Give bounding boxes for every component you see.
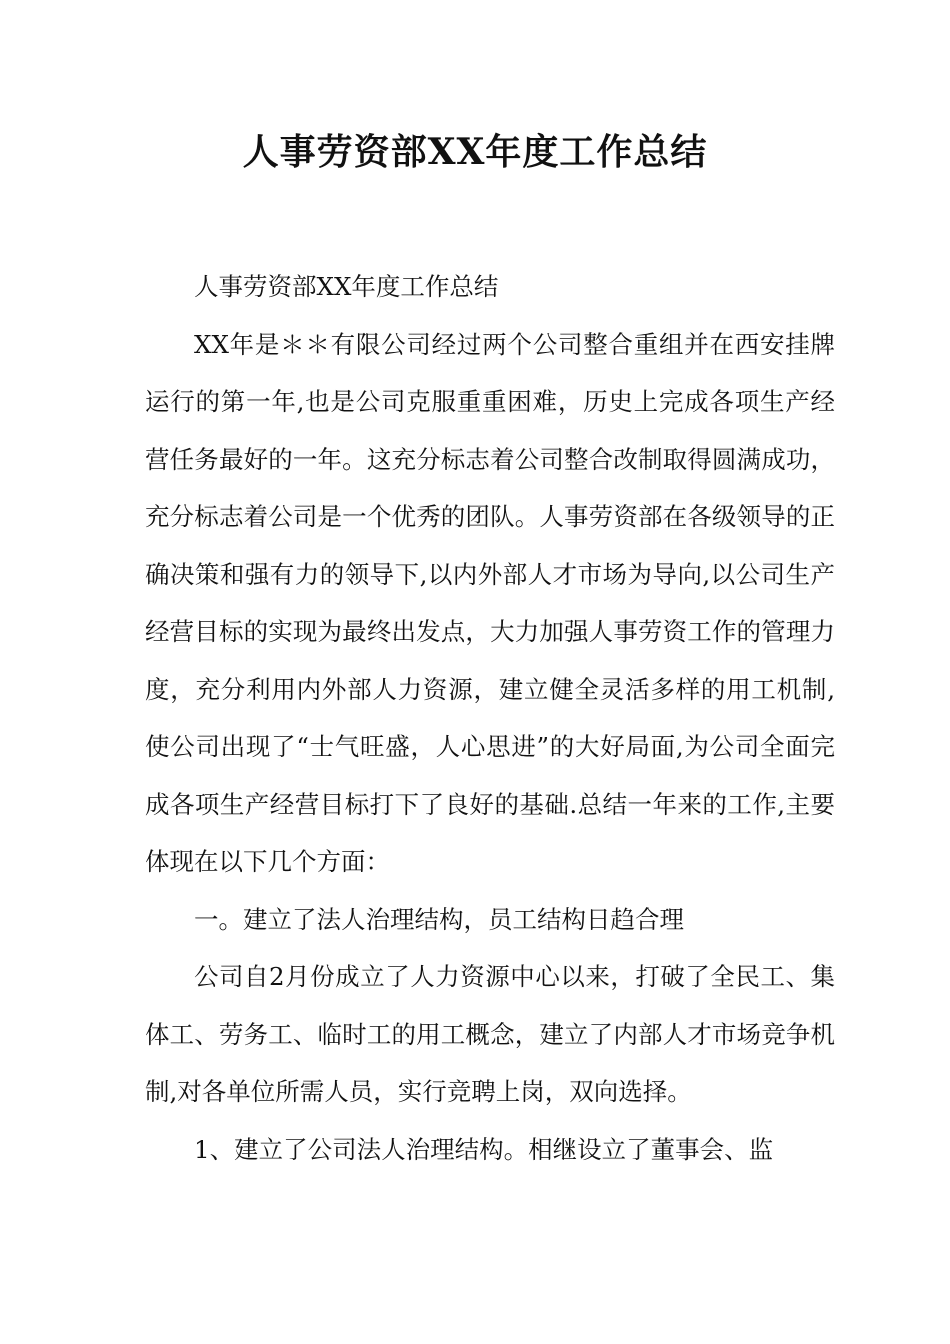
paragraph-section-body: 公司自2月份成立了人力资源中心以来，打破了全民工、集体工、劳务工、临时工的用工概念，建立了内部人才市场竞争机制,对各单位所需人员，实行竞聘上岗，双向选择。 xyxy=(145,962,835,1106)
document-body xyxy=(145,258,835,1178)
paragraph-intro: XX年是＊＊有限公司经过两个公司整合重组并在西安挂牌运行的第一年,也是公司克服重重困难，历史上完成各项生产经营任务最好的一年。这充分标志着公司整合改制取得圆满成功，充分标志着公司是一个优秀的团队。人事劳资部在各级领导的正确决策和强有力的领导下,以内外部人才市场为导向,以公司生产经营目标的实现为最终出发点，大力加强人事劳资工作的管理力度，充分利用内外部人力资源，建立健全灵活多样的用工机制,使公司出现了“士气旺盛，人心思进”的大好局面,为公司全面完成各项生产经营目标打下了良好的基础.总结一年来的工作,主要体现在以下几个方面： xyxy=(145,329,835,876)
paragraph-item-1: 1、建立了公司法人治理结构。相继设立了董事会、监 xyxy=(194,1134,774,1164)
paragraph-subtitle: 人事劳资部XX年度工作总结 xyxy=(194,272,499,301)
document-title: 人事劳资部XX年度工作总结 xyxy=(242,131,708,173)
paragraph-section-heading: 一。建立了法人治理结构，员工结构日趋合理 xyxy=(194,904,684,934)
